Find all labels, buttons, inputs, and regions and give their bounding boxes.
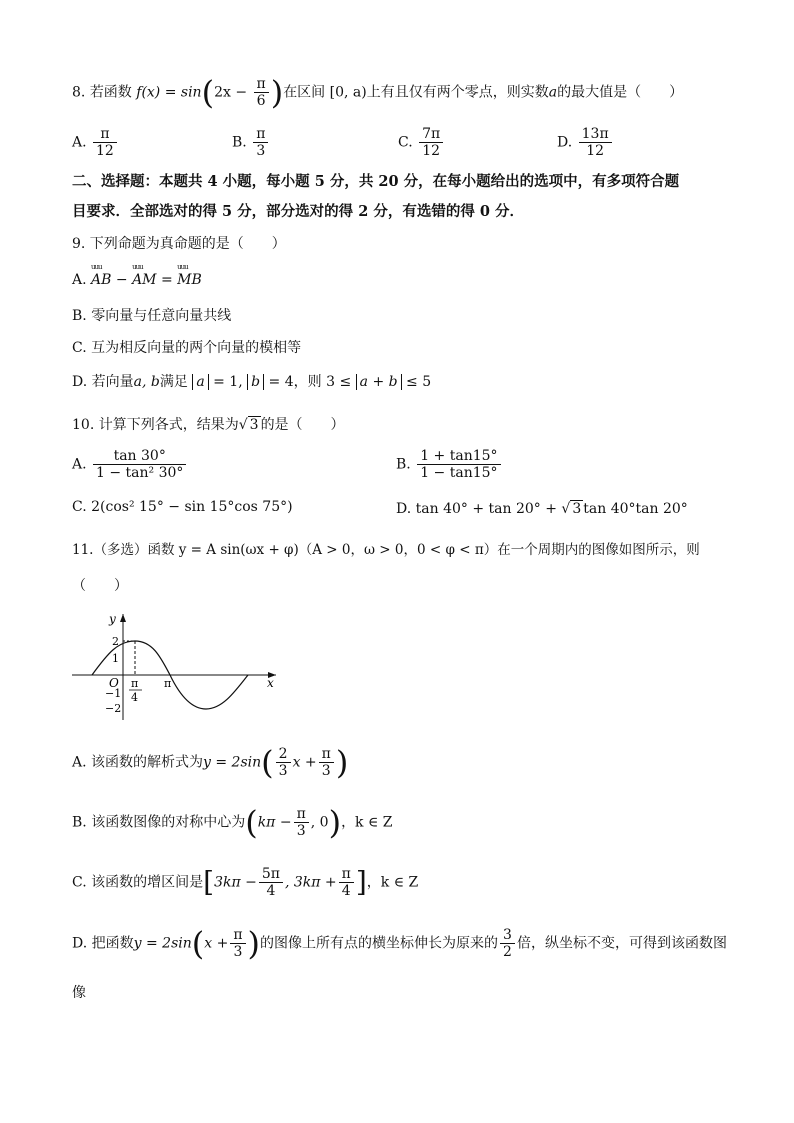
tick-pi4-den: 4 (131, 691, 138, 704)
q8-option-c[interactable]: C. $\frac{7\pi}{12}$ (398, 126, 445, 159)
q11-stem: 11.（多选）函数 y = A sin(ωx + φ)（A > 0，ω > 0，0 < φ < π）在一个周期内的图像如图所示，则 (72, 542, 700, 558)
q11-paren: （ ） (72, 578, 128, 594)
q9-option-b[interactable]: B. 零向量与任意向量共线 (72, 308, 232, 324)
tick-m1: −1 (105, 687, 122, 700)
tick-m2: −2 (105, 702, 122, 715)
tick-pi: π (164, 677, 172, 690)
q11-option-c[interactable]: C. 该函数的增区间是[3kπ − $\frac{5\pi}{4}$ , 3kπ + $\frac{\pi}{4}$ ]，k ∈ Z (72, 865, 419, 900)
q9-option-c[interactable]: C. 互为相反向量的两个向量的模相等 (72, 340, 302, 356)
section-heading-line2: 目要求．全部选对的得 5 分，部分选对的得 2 分，有选错的得 0 分． (72, 203, 525, 220)
x-axis-label: x (267, 676, 274, 690)
q9-stem: 9. 下列命题为真命题的是（ ） (72, 236, 286, 252)
tick-pi4-num: π (131, 677, 139, 690)
q10-stem: 10. 计算下列各式，结果为√ 3 的是（ ） (72, 417, 345, 433)
section-heading: 二、选择题：本题共 4 小题，每小题 5 分，共 20 分，在每小题给出的选项中，有多项符合题 (72, 173, 680, 190)
q8-stem: 8. 若函数 f(x) = sin(2x − $\frac{\pi}{6}$ )在区间 [0, a)上有且仅有两个零点，则实数a的最大值是（ ） (72, 73, 684, 112)
tick-1: 1 (112, 652, 119, 665)
q11-option-d-wrap: 像 (72, 985, 86, 1001)
sine-graph (68, 608, 288, 723)
q9-option-a[interactable]: A. uuu AB − uuu AM = uuu MB (72, 272, 202, 289)
q8-option-b[interactable]: B. $\frac{\pi}{3}$ (232, 126, 270, 159)
q11-option-b[interactable]: B. 该函数图像的对称中心为(kπ − $\frac{\pi}{3}$ , 0)，k ∈ Z (72, 803, 393, 842)
q8-option-d[interactable]: D. $\frac{13\pi}{12}$ (557, 126, 614, 159)
q9-option-d[interactable]: D. 若向量a, b满足 a = 1, b = 4，则 3 ≤ a + b ≤ 5 (72, 374, 432, 390)
q11-option-d[interactable]: D. 把函数y = 2sin(x + $\frac{\pi}{3}$ )的图像上所有点的横坐标伸长为原来的 $\frac{3}{2}$ 倍，纵坐标不变，可得到该函数图 (72, 924, 727, 963)
q8-option-a[interactable]: A. $\frac{\pi}{12}$ (72, 126, 119, 159)
q10-option-a[interactable]: A. $\frac{\tan 30^\circ}{\text{1 − tan² 30°}}$ (72, 448, 188, 481)
origin-label: O (109, 676, 119, 690)
tick-2: 2 (112, 635, 119, 648)
q10-option-b[interactable]: B. $\frac{1 + \tan 15^\circ}{1 - \tan 15^\circ}$ (396, 448, 503, 481)
q11-option-a[interactable]: A. 该函数的解析式为y = 2sin( $\frac{2}{3}$ x + $\frac{\pi}{3}$ ) (72, 743, 349, 782)
q10-option-c[interactable]: C. 2(cos² 15° − sin 15°cos 75°) (72, 499, 293, 515)
y-axis-label: y (109, 612, 116, 626)
q10-option-d[interactable]: D. tan 40° + tan 20° + √ 3 tan 40°tan 20° (396, 501, 688, 517)
